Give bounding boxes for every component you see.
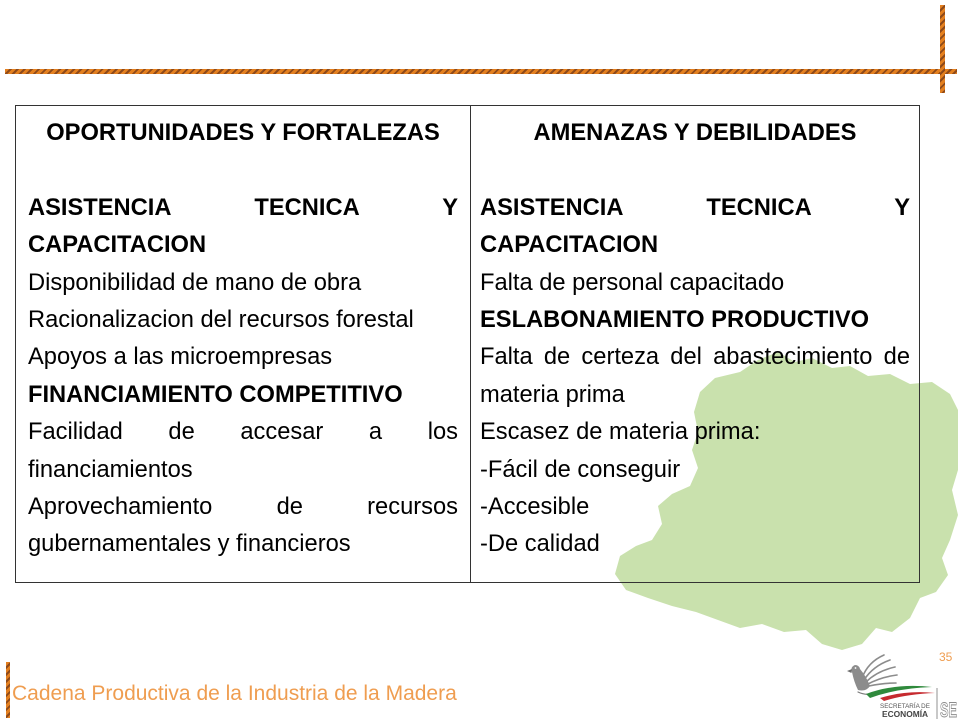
secretaria-economia-logo <box>840 650 960 720</box>
section-heading: ASISTENCIA TECNICA Y CAPACITACION <box>480 194 910 259</box>
list-item: Racionalizacion del recursos forestal <box>28 307 414 334</box>
column-header: AMENAZAS Y DEBILIDADES <box>533 120 857 146</box>
bottom-left-hatched-rule <box>6 662 10 718</box>
column-header: OPORTUNIDADES Y FORTALEZAS <box>46 120 440 146</box>
list-item: -De calidad <box>480 531 600 558</box>
list-item: -Accesible <box>480 494 590 521</box>
top-hatched-rule <box>5 69 957 74</box>
list-item: Falta de personal capacitado <box>480 269 785 296</box>
list-item: Disponibilidad de mano de obra <box>28 269 362 296</box>
logo-monogram: SE <box>940 699 957 720</box>
section-heading: ASISTENCIA TECNICA Y CAPACITACION <box>28 194 458 259</box>
list-item: Aprovechamiento de recursos gubernamentales y financieros <box>28 494 458 558</box>
list-item: Escasez de materia prima: <box>480 419 761 446</box>
logo-text-line2: ECONOMÍA <box>882 709 929 719</box>
right-hatched-rule <box>940 5 945 93</box>
page-number: 35 <box>939 650 953 664</box>
list-item: Facilidad de accesar a los financiamientos <box>28 419 458 483</box>
threats-weaknesses-column <box>471 106 919 582</box>
section-heading: FINANCIAMIENTO COMPETITIVO <box>28 381 403 408</box>
section-heading: ESLABONAMIENTO PRODUCTIVO <box>480 307 870 334</box>
list-item: Apoyos a las microempresas <box>28 344 333 371</box>
logo-red-swoosh <box>880 692 935 701</box>
opportunities-strengths-column <box>16 106 471 582</box>
swot-table <box>15 105 920 583</box>
logo-text-line1: SECRETARÍA DE <box>880 703 930 710</box>
list-item: Falta de certeza del abastecimiento de materia prima <box>480 344 910 408</box>
list-item: -Fácil de conseguir <box>480 456 681 483</box>
footer-title: Cadena Productiva de la Industria de la Madera <box>12 682 457 705</box>
